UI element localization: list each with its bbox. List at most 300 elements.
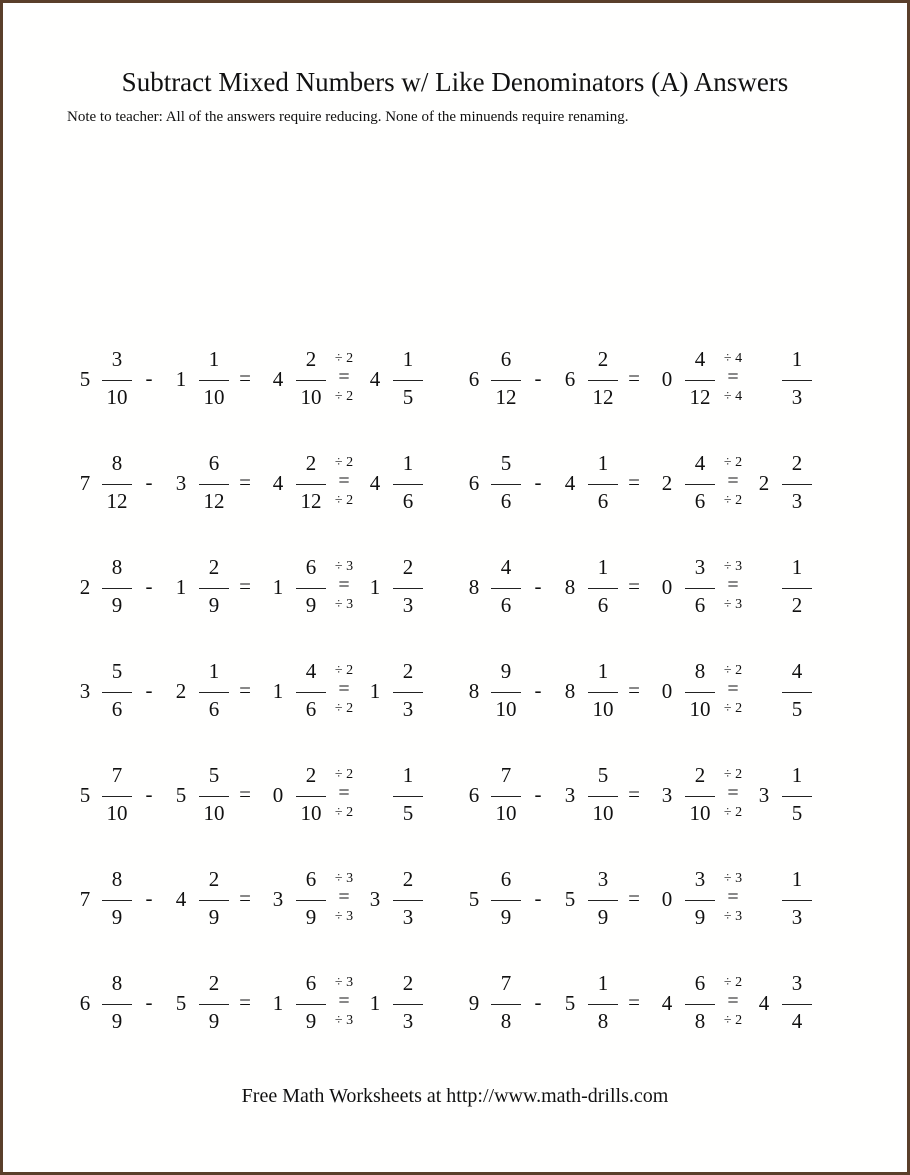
minuend-fraction-bar [102,380,132,381]
minuend-whole: 9 [468,991,480,1015]
difference-fraction [681,653,719,733]
problem-item [456,445,836,525]
answer-fraction-denominator: 5 [402,801,414,825]
answer-fraction [778,861,816,941]
subtrahend-fraction-denominator: 9 [597,905,609,929]
answer-fraction [778,445,816,525]
difference-fraction [292,757,330,837]
subtrahend-fraction-bar [588,1004,618,1005]
answer-fraction [389,861,427,941]
reduce-divisor-bottom: ÷ 2 [723,1013,743,1028]
subtrahend-fraction-numerator: 6 [208,451,220,475]
difference-fraction-bar [685,796,715,797]
minus-sign: - [534,782,542,806]
minuend-fraction-numerator: 3 [111,347,123,371]
minuend-fraction [487,861,525,941]
equals-sign: = [239,886,251,910]
subtrahend-whole: 5 [175,991,187,1015]
subtrahend-fraction-bar [199,588,229,589]
difference-whole: 3 [661,783,673,807]
subtrahend-whole: 4 [564,471,576,495]
subtrahend-whole: 4 [175,887,187,911]
minuend-fraction-bar [102,1004,132,1005]
minuend-fraction-bar [102,692,132,693]
subtrahend-fraction-numerator: 1 [208,659,220,683]
minuend-fraction-denominator: 9 [111,593,123,617]
minuend-fraction-numerator: 6 [500,347,512,371]
difference-fraction-denominator: 9 [694,905,706,929]
subtrahend-whole: 8 [564,575,576,599]
subtrahend-fraction [584,965,622,1045]
minuend-fraction [487,653,525,733]
subtrahend-whole: 1 [175,575,187,599]
answer-fraction-numerator: 1 [402,347,414,371]
subtrahend-fraction-numerator: 2 [208,555,220,579]
equals-sign: = [239,782,251,806]
equals-sign: = [628,470,640,494]
subtrahend-fraction-bar [199,380,229,381]
difference-fraction-denominator: 9 [305,905,317,929]
reduce-divisor-top: ÷ 2 [334,663,354,678]
difference-whole: 1 [272,991,284,1015]
answer-whole: 4 [369,471,381,495]
reduce-divisor-bottom: ÷ 2 [334,701,354,716]
minuend-fraction [98,861,136,941]
minuend-fraction-bar [491,900,521,901]
answer-fraction [778,549,816,629]
difference-fraction [681,445,719,525]
difference-fraction-numerator: 3 [694,867,706,891]
minuend-fraction-bar [491,380,521,381]
reduce-equals-sign: = [727,782,739,804]
subtrahend-fraction-numerator: 1 [597,659,609,683]
difference-fraction [681,861,719,941]
answer-fraction-numerator: 1 [402,451,414,475]
minuend-fraction-denominator: 12 [495,385,517,409]
subtrahend-fraction-bar [199,900,229,901]
equals-sign: = [628,574,640,598]
answer-fraction [778,653,816,733]
problem-item [67,653,447,733]
subtrahend-fraction-numerator: 1 [597,971,609,995]
minuend-fraction-denominator: 10 [495,697,517,721]
equals-sign: = [628,782,640,806]
minuend-fraction [98,965,136,1045]
answer-fraction-denominator: 5 [791,697,803,721]
answer-fraction-bar [782,1004,812,1005]
answer-fraction-denominator: 3 [402,697,414,721]
minuend-fraction-denominator: 8 [500,1009,512,1033]
minuend-fraction-bar [102,900,132,901]
minuend-fraction [487,341,525,421]
minuend-fraction-denominator: 10 [106,801,128,825]
reduce-divisor-bottom: ÷ 3 [723,597,743,612]
answer-fraction-bar [782,900,812,901]
difference-whole: 3 [272,887,284,911]
answer-fraction-numerator: 1 [791,555,803,579]
subtrahend-fraction-denominator: 12 [203,489,225,513]
minuend-fraction [487,965,525,1045]
minuend-whole: 5 [79,367,91,391]
problem-item [67,861,447,941]
subtrahend-fraction-numerator: 2 [208,867,220,891]
reduce-equals-sign: = [338,678,350,700]
subtrahend-fraction-denominator: 6 [208,697,220,721]
difference-fraction [292,445,330,525]
reduce-divisor-bottom: ÷ 2 [334,493,354,508]
problem-item [456,549,836,629]
difference-fraction-numerator: 2 [305,451,317,475]
subtrahend-whole: 5 [564,991,576,1015]
minuend-fraction-denominator: 9 [111,905,123,929]
reduce-divisor-bottom: ÷ 3 [334,1013,354,1028]
answer-fraction-numerator: 2 [402,867,414,891]
minuend-whole: 2 [79,575,91,599]
difference-fraction-bar [685,900,715,901]
minuend-fraction-bar [491,796,521,797]
subtrahend-fraction-bar [588,796,618,797]
reduce-equals-sign: = [338,782,350,804]
answer-fraction-numerator: 1 [402,763,414,787]
answer-fraction-numerator: 2 [402,555,414,579]
answer-fraction-denominator: 3 [791,489,803,513]
reduce-divisor-bottom: ÷ 2 [334,805,354,820]
answer-fraction-denominator: 3 [402,905,414,929]
equals-sign: = [239,678,251,702]
difference-whole: 0 [661,367,673,391]
subtrahend-fraction [195,445,233,525]
equals-sign: = [239,470,251,494]
minuend-fraction [98,341,136,421]
minuend-fraction-bar [102,796,132,797]
subtrahend-fraction [195,861,233,941]
footer-link-text: Free Math Worksheets at http://www.math-drills.com [241,1085,669,1107]
difference-fraction-denominator: 10 [300,801,322,825]
equals-sign: = [239,990,251,1014]
subtrahend-fraction-bar [588,380,618,381]
answer-fraction-denominator: 4 [791,1009,803,1033]
subtrahend-fraction-bar [588,900,618,901]
minuend-whole: 6 [468,783,480,807]
equals-sign: = [239,366,251,390]
answer-fraction [389,549,427,629]
reduce-divisor-top: ÷ 2 [723,663,743,678]
reduce-divisor-bottom: ÷ 2 [723,493,743,508]
difference-whole: 4 [272,471,284,495]
difference-whole: 0 [661,575,673,599]
problem-item [456,653,836,733]
answer-whole: 1 [369,679,381,703]
reduce-divisor-top: ÷ 2 [334,455,354,470]
reduce-equals-sign: = [338,886,350,908]
answer-fraction [389,445,427,525]
answer-fraction-denominator: 3 [402,593,414,617]
minuend-whole: 6 [468,471,480,495]
minuend-fraction-bar [102,484,132,485]
difference-fraction-denominator: 9 [305,1009,317,1033]
difference-fraction-bar [296,796,326,797]
answer-fraction-bar [393,588,423,589]
subtrahend-fraction [195,549,233,629]
answer-fraction-denominator: 5 [402,385,414,409]
minuend-fraction-denominator: 6 [111,697,123,721]
subtrahend-fraction-numerator: 5 [597,763,609,787]
subtrahend-fraction [195,341,233,421]
difference-fraction-bar [296,900,326,901]
answer-fraction-bar [393,796,423,797]
subtrahend-fraction [584,549,622,629]
problem-item [67,549,447,629]
subtrahend-whole: 5 [564,887,576,911]
answer-fraction-bar [782,692,812,693]
answer-whole: 1 [369,575,381,599]
reduce-equals-sign: = [727,574,739,596]
problem-item [456,861,836,941]
difference-whole: 2 [661,471,673,495]
difference-fraction-bar [296,588,326,589]
answer-fraction-bar [393,900,423,901]
problem-item [67,965,447,1045]
reduce-equals-sign: = [727,990,739,1012]
reduce-equals-sign: = [727,366,739,388]
answer-fraction-numerator: 1 [791,867,803,891]
equals-sign: = [628,886,640,910]
minuend-fraction-denominator: 6 [500,489,512,513]
minuend-fraction-numerator: 7 [111,763,123,787]
minuend-fraction-numerator: 8 [111,451,123,475]
reduce-equals-sign: = [338,574,350,596]
minuend-fraction-bar [491,588,521,589]
difference-fraction [681,965,719,1045]
answer-fraction-numerator: 4 [791,659,803,683]
subtrahend-fraction-bar [588,484,618,485]
answer-fraction-bar [782,588,812,589]
minus-sign: - [145,470,153,494]
subtrahend-whole: 3 [175,471,187,495]
minuend-fraction-denominator: 9 [500,905,512,929]
reduce-divisor-bottom: ÷ 3 [334,909,354,924]
problem-item [67,445,447,525]
subtrahend-fraction [195,965,233,1045]
minus-sign: - [534,886,542,910]
difference-fraction-denominator: 6 [305,697,317,721]
subtrahend-fraction-denominator: 8 [597,1009,609,1033]
subtrahend-fraction-numerator: 1 [597,451,609,475]
minus-sign: - [145,886,153,910]
difference-fraction-numerator: 6 [305,555,317,579]
subtrahend-whole: 2 [175,679,187,703]
difference-fraction-denominator: 12 [689,385,711,409]
answer-whole: 2 [758,471,770,495]
minuend-whole: 8 [468,679,480,703]
subtrahend-fraction-denominator: 6 [597,593,609,617]
minuend-fraction-denominator: 10 [106,385,128,409]
problem-item [456,341,836,421]
minuend-fraction-denominator: 12 [106,489,128,513]
answer-fraction-numerator: 3 [791,971,803,995]
subtrahend-fraction-denominator: 6 [597,489,609,513]
difference-fraction-denominator: 10 [689,697,711,721]
answer-fraction-bar [782,380,812,381]
difference-fraction-numerator: 4 [694,347,706,371]
minuend-whole: 5 [468,887,480,911]
minuend-fraction-numerator: 8 [111,867,123,891]
difference-whole: 0 [661,679,673,703]
minuend-fraction-numerator: 5 [500,451,512,475]
difference-fraction-numerator: 6 [305,867,317,891]
difference-fraction-bar [685,1004,715,1005]
subtrahend-fraction [195,653,233,733]
subtrahend-fraction-denominator: 10 [203,801,225,825]
difference-fraction-denominator: 12 [300,489,322,513]
answer-fraction [389,965,427,1045]
problem-item [67,341,447,421]
minuend-fraction [98,549,136,629]
difference-whole: 4 [272,367,284,391]
answer-fraction-numerator: 2 [402,659,414,683]
difference-fraction-bar [296,380,326,381]
equals-sign: = [239,574,251,598]
minuend-fraction [487,445,525,525]
difference-fraction [681,549,719,629]
difference-fraction-denominator: 8 [694,1009,706,1033]
reduce-divisor-bottom: ÷ 3 [723,909,743,924]
subtrahend-fraction-numerator: 1 [597,555,609,579]
minuend-fraction-numerator: 5 [111,659,123,683]
answer-whole: 1 [369,991,381,1015]
minuend-whole: 5 [79,783,91,807]
difference-fraction-denominator: 6 [694,489,706,513]
subtrahend-fraction-denominator: 10 [592,801,614,825]
subtrahend-fraction-denominator: 9 [208,1009,220,1033]
difference-fraction [292,861,330,941]
subtrahend-fraction-bar [199,692,229,693]
minus-sign: - [534,990,542,1014]
minus-sign: - [534,366,542,390]
difference-fraction [292,549,330,629]
minus-sign: - [145,366,153,390]
subtrahend-fraction [584,445,622,525]
answer-fraction [389,757,427,837]
subtrahend-whole: 8 [564,679,576,703]
reduce-divisor-top: ÷ 3 [723,559,743,574]
minuend-whole: 6 [79,991,91,1015]
subtrahend-fraction-denominator: 9 [208,905,220,929]
subtrahend-fraction [584,653,622,733]
difference-fraction-denominator: 10 [300,385,322,409]
minuend-fraction-bar [491,692,521,693]
subtrahend-fraction-bar [588,588,618,589]
answer-fraction [389,341,427,421]
minuend-whole: 6 [468,367,480,391]
subtrahend-fraction-numerator: 3 [597,867,609,891]
minuend-fraction-bar [491,1004,521,1005]
answer-fraction-numerator: 2 [402,971,414,995]
difference-fraction-bar [685,380,715,381]
minuend-whole: 8 [468,575,480,599]
reduce-equals-sign: = [727,470,739,492]
subtrahend-whole: 1 [175,367,187,391]
answer-fraction-bar [393,380,423,381]
answer-whole: 4 [758,991,770,1015]
minuend-fraction-denominator: 9 [111,1009,123,1033]
teacher-note: Note to teacher: All of the answers require reducing. None of the minuends require renaming. [67,109,629,125]
subtrahend-fraction-denominator: 10 [592,697,614,721]
difference-fraction-numerator: 3 [694,555,706,579]
minuend-fraction-numerator: 8 [111,971,123,995]
answer-fraction-denominator: 5 [791,801,803,825]
reduce-divisor-top: ÷ 4 [723,351,743,366]
subtrahend-fraction-numerator: 2 [597,347,609,371]
reduce-divisor-top: ÷ 2 [334,767,354,782]
subtrahend-fraction [584,341,622,421]
equals-sign: = [628,678,640,702]
difference-fraction-denominator: 6 [694,593,706,617]
answer-fraction-denominator: 3 [402,1009,414,1033]
difference-fraction-numerator: 2 [305,763,317,787]
difference-fraction-numerator: 6 [305,971,317,995]
reduce-divisor-bottom: ÷ 3 [334,597,354,612]
difference-fraction-bar [296,484,326,485]
subtrahend-fraction [584,861,622,941]
minuend-fraction-numerator: 8 [111,555,123,579]
answer-fraction-denominator: 3 [791,905,803,929]
minuend-whole: 7 [79,471,91,495]
difference-whole: 0 [661,887,673,911]
answer-fraction-numerator: 1 [791,347,803,371]
answer-fraction-bar [393,1004,423,1005]
minus-sign: - [145,990,153,1014]
subtrahend-fraction [584,757,622,837]
reduce-divisor-top: ÷ 2 [723,767,743,782]
difference-fraction-numerator: 4 [305,659,317,683]
subtrahend-fraction-bar [199,484,229,485]
difference-fraction-denominator: 9 [305,593,317,617]
minuend-whole: 3 [79,679,91,703]
difference-whole: 1 [272,679,284,703]
difference-fraction-numerator: 6 [694,971,706,995]
difference-fraction-numerator: 8 [694,659,706,683]
minuend-fraction-numerator: 7 [500,763,512,787]
answer-fraction-numerator: 2 [791,451,803,475]
subtrahend-whole: 3 [564,783,576,807]
minus-sign: - [145,782,153,806]
minuend-fraction [487,549,525,629]
difference-fraction [681,341,719,421]
minuend-fraction-denominator: 6 [500,593,512,617]
answer-fraction-bar [782,484,812,485]
reduce-divisor-bottom: ÷ 2 [723,805,743,820]
difference-fraction-bar [685,588,715,589]
reduce-equals-sign: = [727,886,739,908]
minuend-whole: 7 [79,887,91,911]
reduce-divisor-top: ÷ 3 [723,871,743,886]
answer-fraction [389,653,427,733]
subtrahend-fraction-denominator: 10 [203,385,225,409]
minuend-fraction-bar [491,484,521,485]
answer-fraction [778,341,816,421]
problem-item [456,757,836,837]
minuend-fraction-numerator: 4 [500,555,512,579]
difference-fraction-denominator: 10 [689,801,711,825]
minuend-fraction [98,757,136,837]
subtrahend-fraction [195,757,233,837]
subtrahend-fraction-bar [199,1004,229,1005]
reduce-divisor-bottom: ÷ 2 [723,701,743,716]
subtrahend-whole: 5 [175,783,187,807]
subtrahend-whole: 6 [564,367,576,391]
subtrahend-fraction-bar [588,692,618,693]
